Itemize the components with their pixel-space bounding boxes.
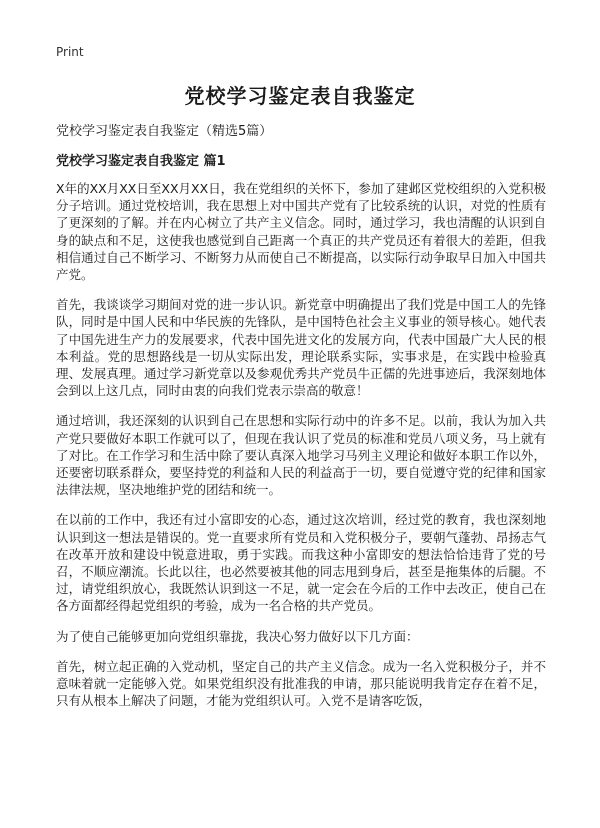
- document-body: [56, 180, 546, 722]
- document-title: 党校学习鉴定表自我鉴定: [184, 84, 416, 108]
- paragraph-1: X年的XX月XX日至XX月XX日，我在党组织的关怀下，参加了建邺区党校组织的入党积极分子培训。通过党校培训，我在思想上对中国共产党有了比较系统的认识，对党的性质有了更深刻的了解。并在内心树立了共产主义信念。同时，通过学习，我也清醒的认识到自身的缺点和不足，这使我也感觉到自己距离一个真正的共产党员还有着很大的差距，但我相信通过自己不断学习、不断努力从而使自己不断提高，以实际行动争取早日加入中国共产党。: [56, 181, 546, 283]
- print-label: Print: [56, 45, 84, 59]
- paragraph-6: 首先，树立起正确的入党动机，坚定自己的共产主义信念。成为一名入党积极分子，并不意味着就一定能够入党。如果党组织没有批准我的申请，那只能说明我肯定存在着不足，只有从根本上解决了问题，才能为党组织认可。入党不是请客吃饭，: [56, 658, 546, 709]
- paragraph-5: 为了使自己能够更加向党组织靠拢，我决心努力做好以下几方面：: [56, 628, 419, 644]
- paragraph-3: 通过培训，我还深刻的认识到自己在思想和实际行动中的许多不足。以前，我认为加入共产党只要做好本职工作就可以了，但现在我认识了党员的标准和党员八项义务，马上就有了对比。在工作学习和生活中除了要认真深入地学习马列主义理论和做好本职工作以外，还要密切联系群众，要坚持党的利益和人民的利益高于一切，要自觉遵守党的纪律和国家法律法规，坚决地维护党的团结和统一。: [56, 413, 546, 498]
- paragraph-2: 首先，我谈谈学习期间对党的进一步认识。新党章中明确提出了我们党是中国工人的先锋队，同时是中国人民和中华民族的先锋队，是中国特色社会主义事业的领导核心。她代表了中国先进生产力的发展要求，代表中国先进文化的发展方向，代表中国最广大人民的根本利益。党的思想路线是一切从实际出发，理论联系实际，实事求是，在实践中检验真理、发展真理。通过学习新党章以及参观优秀共产党员牛正儒的先进事迹后，我深刻地体会到以上这几点，同时由衷的向我们党表示崇高的敬意！: [56, 297, 546, 399]
- section-heading: 党校学习鉴定表自我鉴定 篇1: [56, 154, 226, 169]
- document-subtitle: 党校学习鉴定表自我鉴定（精选5篇）: [56, 124, 273, 139]
- paragraph-4: 在以前的工作中，我还有过小富即安的心态，通过这次培训，经过党的教育，我也深刻地认识到这一想法是错误的。党一直要求所有党员和入党积极分子，要朝气蓬勃、昂扬志气在改革开放和建设中锐意进取，勇于实践。而我这种小富即安的想法恰恰违背了党的号召，不顺应潮流。长此以往，也必然要被其他的同志甩到身后，甚至是拖集体的后腿。不过，请党组织放心，我既然认识到这一不足，就一定会在今后的工作中去改正，使自己在各方面都经得起党组织的考验，成为一名合格的共产党员。: [56, 512, 546, 614]
